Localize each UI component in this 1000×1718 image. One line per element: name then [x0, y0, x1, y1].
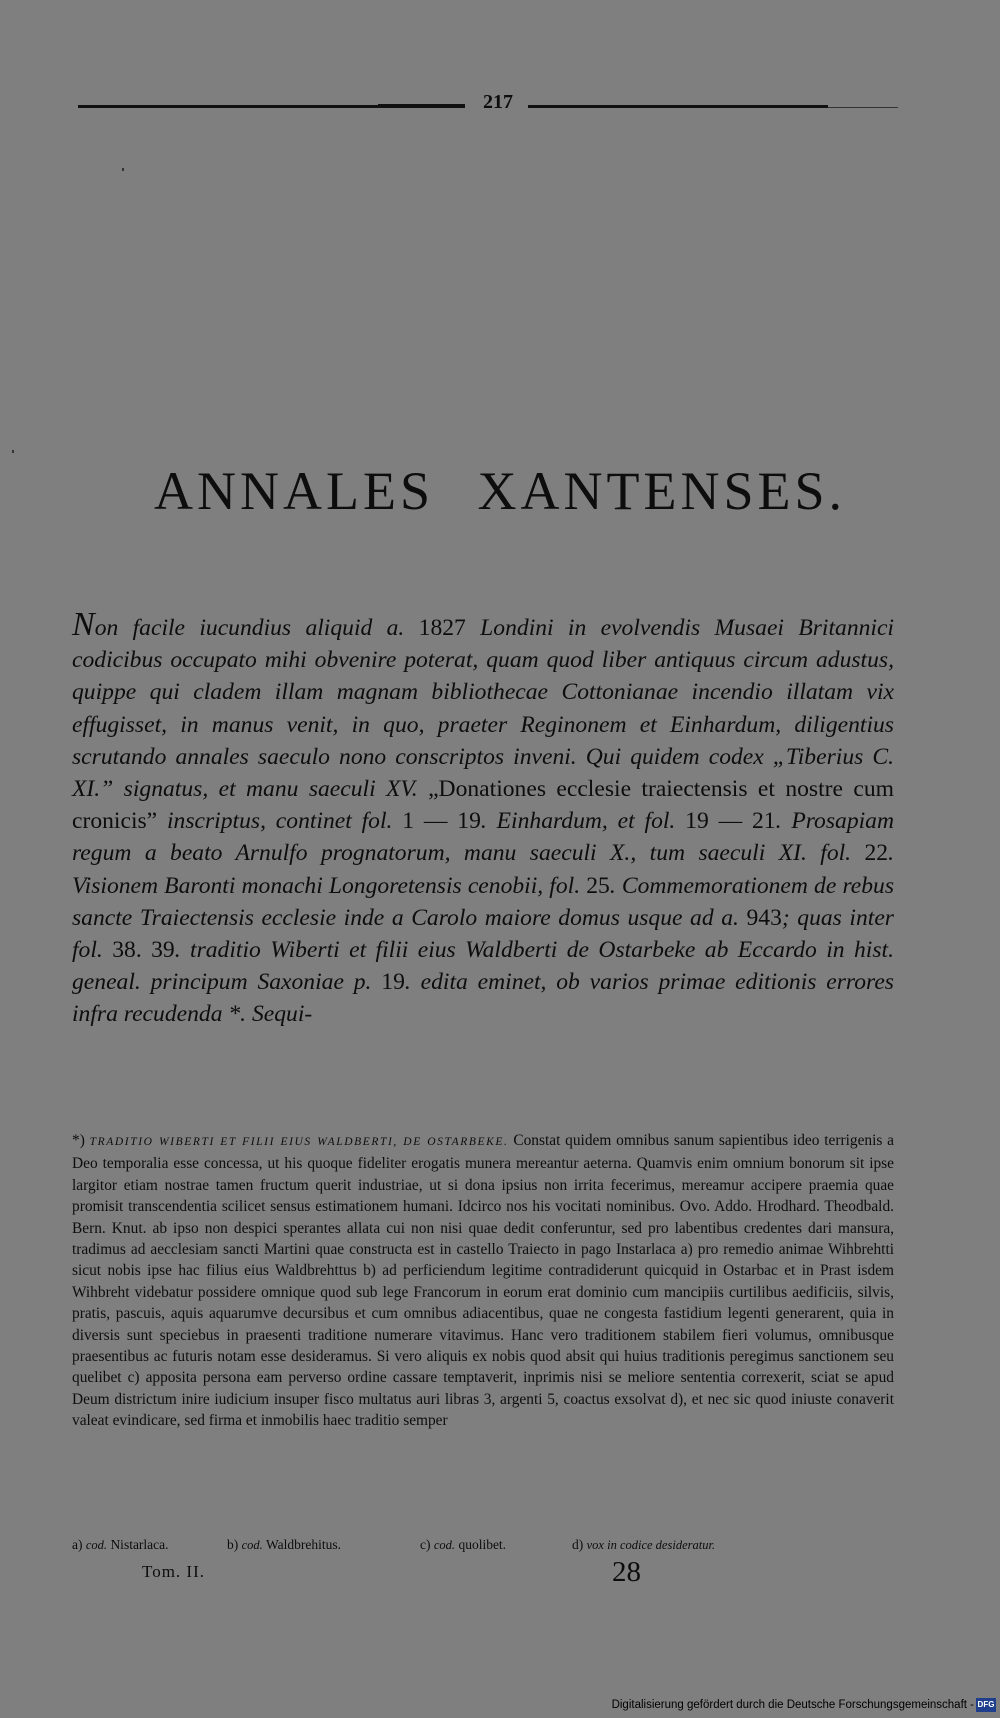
intro-text: . Prosapiam regum a beato Arnulfo prognatorum, manu saeculi X., tum saeculi XI. fol. [72, 808, 895, 867]
apparatus-note-c [420, 1537, 506, 1553]
document-title: ANNALES XANTENSES. [154, 461, 846, 521]
intro-text: . Visionem Baronti monachi Longoretensis cenobii, fol. [72, 840, 894, 899]
folio-range: 19 — 21 [685, 808, 776, 835]
footnote [72, 1130, 894, 1432]
intro-text: Londini in evolvendis Musaei Britannici codicibus occupato mihi obvenire poterat, quam quod liber antiquus circum adustus, quippe qui cladem illam magnam bibliothecae Cottonianae incendio illatam vix effugisset, in manus venit, in quo, praeter Reginonem et Einhardum, diligentius scrutando annales saeculo nono conscriptos inveni. Qui quidem codex „Tiberius C. XI.” signatus, et manu saeculi XV. [72, 615, 894, 803]
footnote-heading: TRADITIO WIBERTI ET FILII EIUS WALDBERTI, DE OSTARBEKE. [89, 1136, 509, 1148]
page-reference: 19 [381, 969, 405, 996]
note-abbreviation: cod. [85, 1538, 108, 1552]
signature-line [72, 1556, 894, 1596]
apparatus-note-d [572, 1537, 715, 1553]
introduction-paragraph [72, 606, 895, 1031]
digitization-credit-text: Digitalisierung gefördert durch die Deutsche Forschungsgemeinschaft - [611, 1699, 974, 1711]
intro-text: . Commemorationem de rebus sancte Traiectensis ecclesie inde a Carolo maiore domus usque ad a. [72, 872, 894, 931]
intro-text: . edita eminet, ob varios primae editionis errores infra recudenda *. Sequi- [72, 969, 894, 1028]
note-label: c) [420, 1537, 431, 1552]
header-rule-left-thick [378, 104, 465, 108]
footnote-text: Constat quidem omnibus sanum sapientibus ideo terrigenis a Deo temporalia esse concessa, ut his quoque fideliter erogatis munera mereantur aeterna. Quamvis enim omnium bonorum sit ipse largitor etiam nostrae tamen fructum querit industriae, ut si dona ipsius non irrita fecerimus, mereamur accipere praemia quae promisit transcendentia scilicet sensus estimationem humani. Idcirco nos his vocitati nominibus. Ovo. Addo. Hrodhard. Theodbald. Bern. Knut. ab ipso non despici sperantes allata cui non nisi quae dedit conferuntur, sed pro labentibus credentes dari mansura, tradimus ad aecclesiam sancti Martini quae constructa est in castello Traiecto in pago Instarlaca a) pro remedio animae Wihbrehtti sicut nobis ipse hac filius eius Waldbrehttus b) ad perficiendum legitime contradiderunt quicquid in Ostarbac et in Prast isdem Wihbreht videbatur possidere omnique quod sub lege Francorum in eorum erat dominio cum mancipiis curtilibus aedificiis, silvis, pratis, pascuis, aquis aquarumve decursibus et cum omnibus adiacentibus, quae ne congesta fastidium legenti generarent, quia in diversis sunt speciebus in praesenti traditione numerare vitavimus. Hanc vero traditionem stabilem fieri volumus, omnibusque praesentibus ac futuris notam esse desideramus. Si vero aliquis ex nobis quod absit qui huius traditionis peregimus sanctionem seu quelibet c) apposita persona eam perverso ordine cassare temptaverit, inprimis nisi se meliore sententia correxerit, sciat se apud Deum districtum inire iudicium insuper fisco multatus auri libras 3, argenti 5, coactus exsolvat d), et nec sic quod iniuste conaverit valeat evindicare, sed firma et inmobilis haec traditio semper [72, 1132, 895, 1430]
intro-text: inscriptus, continet fol. [157, 808, 403, 835]
page-number: 217 [483, 91, 513, 113]
sheet-signature: 28 [612, 1556, 641, 1588]
note-text: quolibet. [458, 1537, 507, 1552]
note-label: b) [227, 1537, 239, 1552]
intro-year: 1827 [418, 615, 466, 641]
volume-mark: Tom. II. [142, 1562, 205, 1581]
header-rule-right [528, 105, 828, 108]
folio-range: 1 — 19 [402, 808, 481, 835]
intro-text: on facile iucundius aliquid a. [94, 615, 419, 641]
apparatus-note-b [227, 1537, 341, 1553]
folio-number: 38. 39 [112, 937, 175, 964]
folio-number: 22 [864, 840, 889, 867]
manuscript-title-quote: „Donationes ecclesie traiectensis et nostre cum cronicis” [72, 776, 894, 835]
year-number: 943 [746, 904, 782, 931]
scan-speck [122, 168, 124, 171]
intro-text: ; quas inter fol. [72, 904, 894, 964]
running-header [78, 88, 898, 122]
dfg-logo-icon: DFG [976, 1698, 996, 1712]
footnote-marker: *) [72, 1132, 90, 1149]
note-label: a) [72, 1537, 83, 1552]
note-text: Nistarlaca. [110, 1537, 169, 1552]
header-rule-right-thin [828, 107, 898, 108]
digitization-credit [600, 1697, 996, 1715]
note-label: d) [572, 1537, 584, 1552]
note-abbreviation: cod. [433, 1538, 456, 1552]
intro-text: . Einhardum, et fol. [480, 808, 686, 835]
note-text: vox in codice desideratur. [586, 1538, 716, 1552]
apparatus-note-a [72, 1537, 169, 1553]
note-text: Waldbrehitus. [265, 1537, 341, 1552]
intro-text: . traditio Wiberti et filii eius Waldberti de Ostarbeke ab Eccardo in hist. geneal. principum Saxoniae p. [72, 937, 894, 996]
drop-capital: N [72, 606, 95, 643]
folio-number: 25 [586, 872, 610, 899]
scan-speck [12, 450, 14, 453]
note-abbreviation: cod. [241, 1538, 263, 1552]
